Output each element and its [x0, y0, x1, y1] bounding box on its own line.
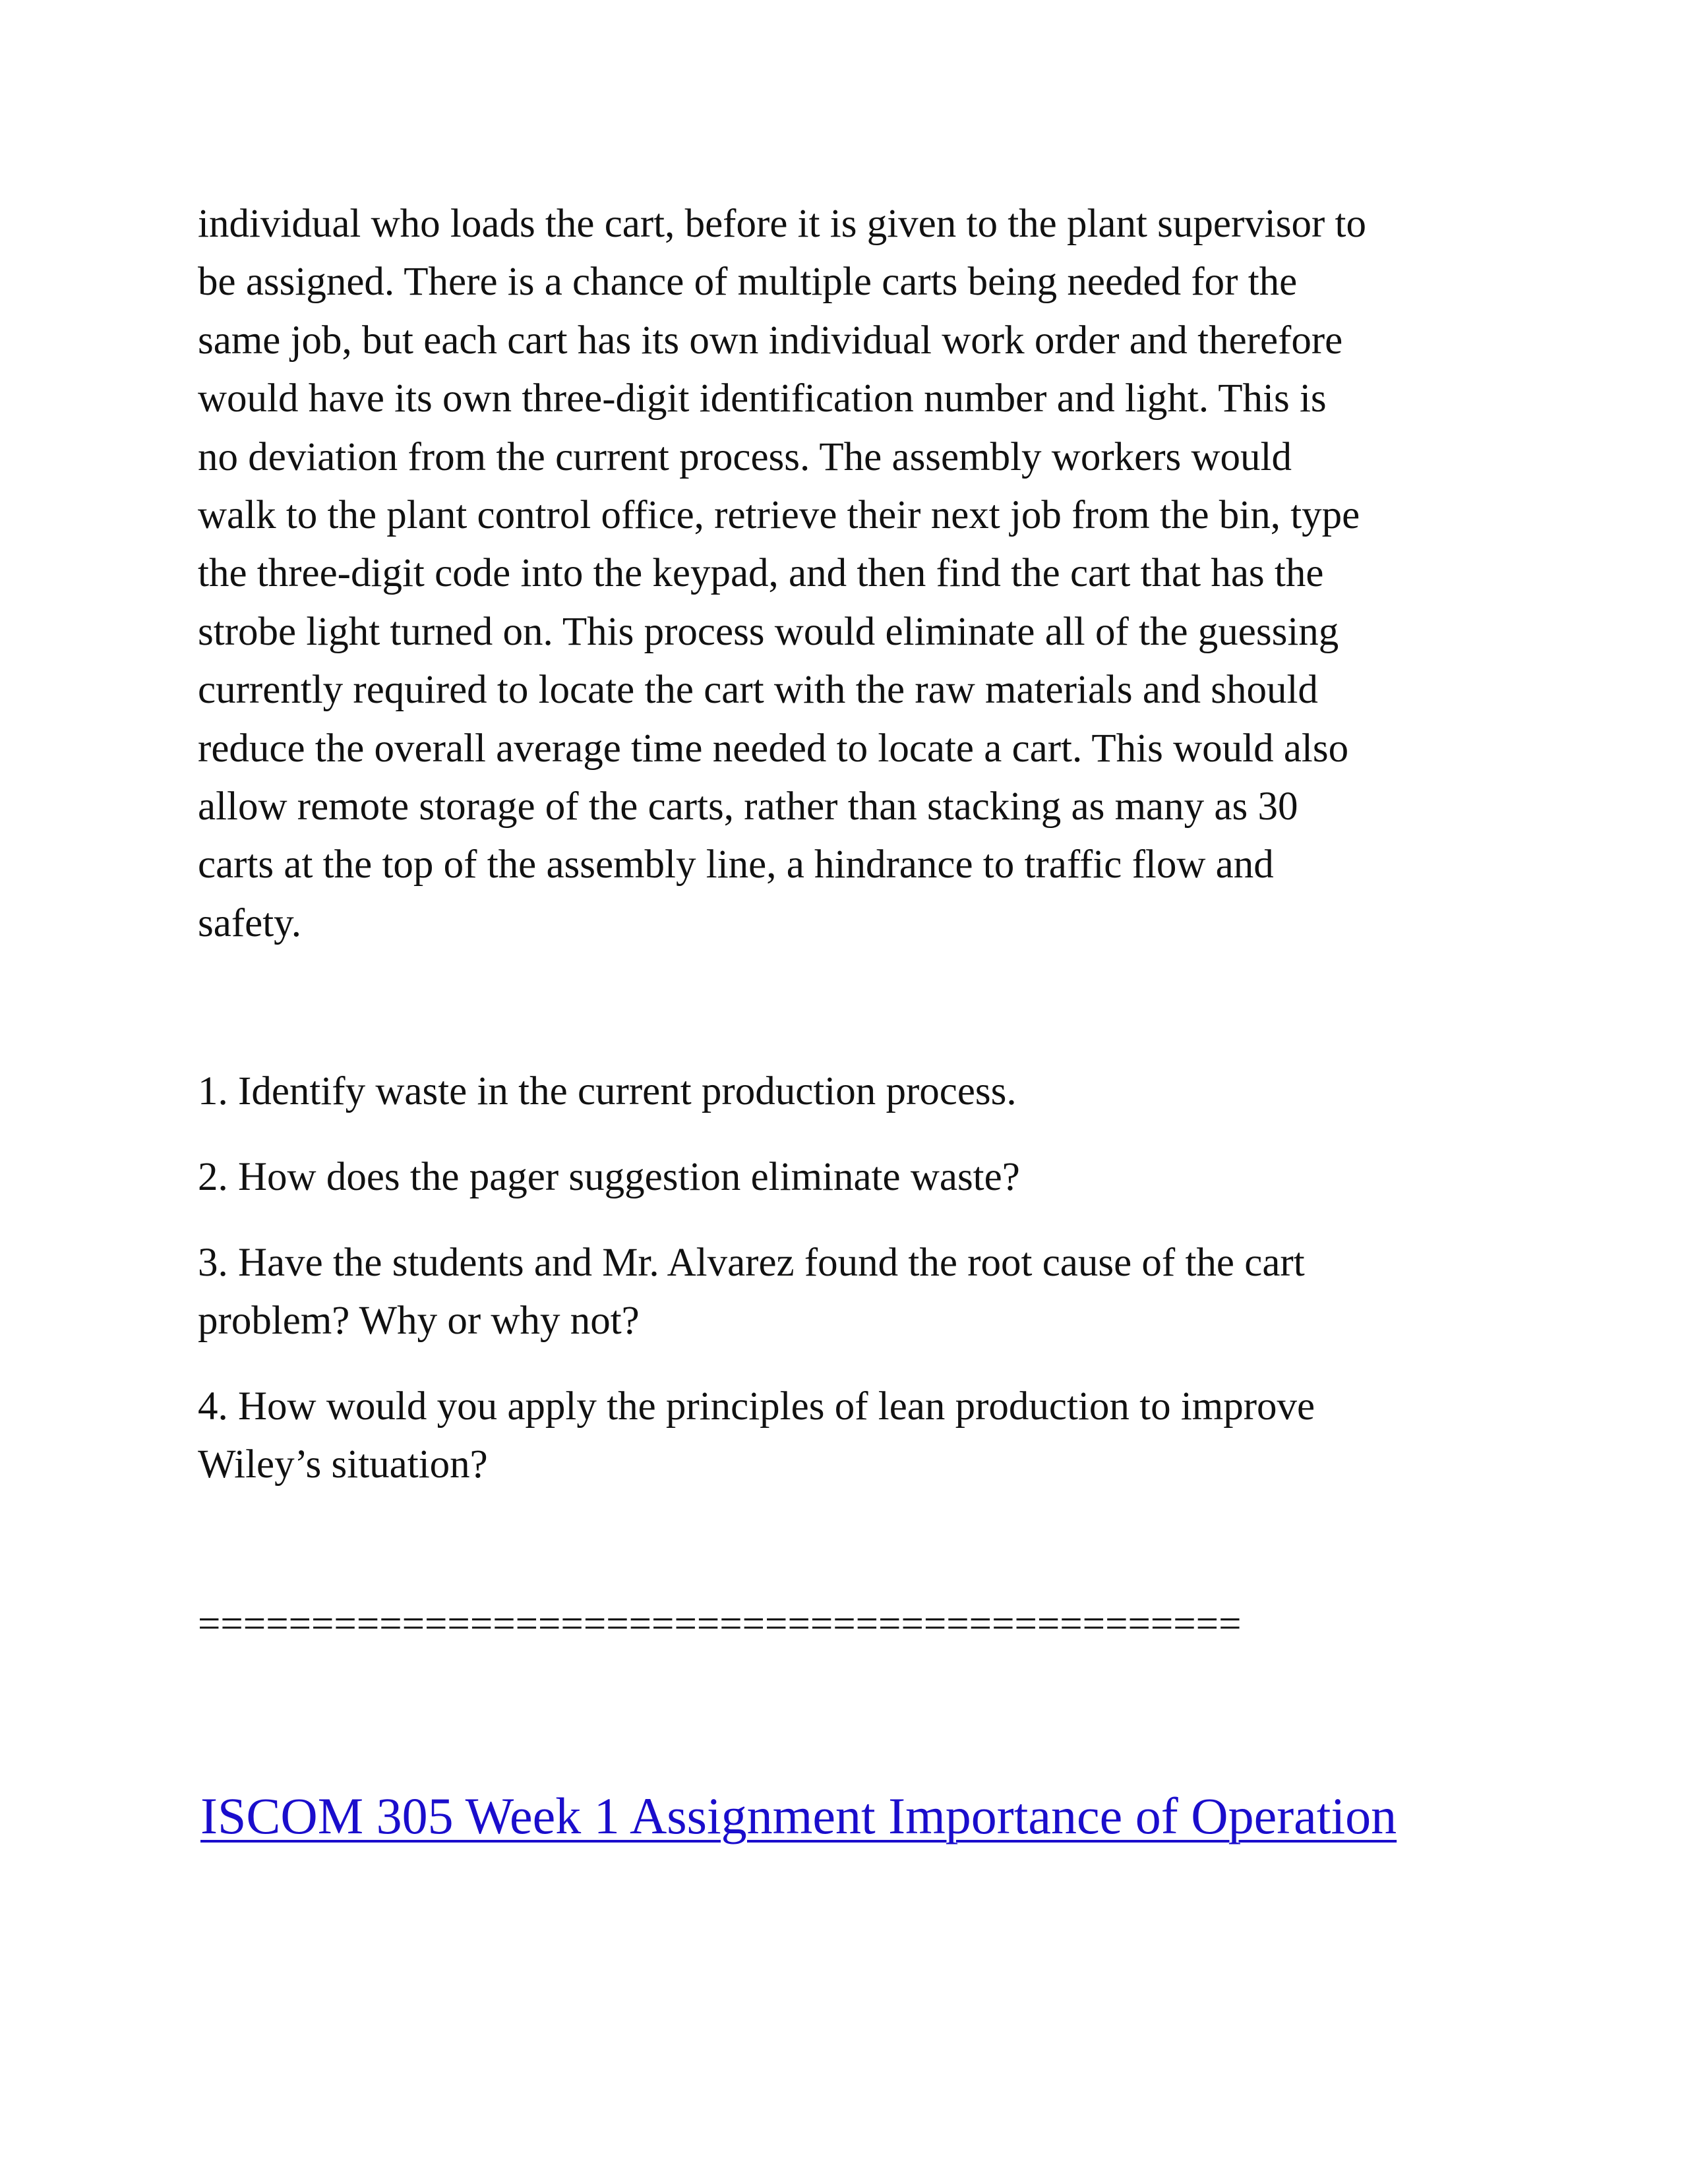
- body-paragraph: [198, 195, 1490, 953]
- assignment-link[interactable]: ISCOM 305 Week 1 Assignment Importance of Operation: [200, 1787, 1397, 1845]
- question-line: 2. How does the pager suggestion eliminate waste?: [198, 1155, 1020, 1199]
- question-4: [198, 1378, 1490, 1494]
- paragraph-line: same job, but each cart has its own individual work order and therefore: [198, 318, 1343, 363]
- paragraph-line: reduce the overall average time needed to locate a cart. This would also: [198, 726, 1349, 771]
- paragraph-line: would have its own three-digit identification number and light. This is: [198, 376, 1327, 421]
- question-list: [198, 1063, 1490, 1521]
- separator-line: ==============================================: [198, 1602, 1242, 1646]
- paragraph-line: walk to the plant control office, retrieve their next job from the bin, type: [198, 493, 1360, 538]
- question-line: 1. Identify waste in the current production process.: [198, 1069, 1017, 1113]
- paragraph-line: allow remote storage of the carts, rather than stacking as many as 30: [198, 784, 1298, 829]
- question-line: 4. How would you apply the principles of lean production to improve: [198, 1384, 1315, 1429]
- question-3: [198, 1234, 1490, 1350]
- question-1: [198, 1063, 1490, 1121]
- paragraph-line: strobe light turned on. This process would eliminate all of the guessing: [198, 609, 1339, 654]
- question-line: Wiley’s situation?: [198, 1442, 488, 1487]
- paragraph-line: be assigned. There is a chance of multiple carts being needed for the: [198, 260, 1298, 305]
- question-line: problem? Why or why not?: [198, 1299, 640, 1343]
- paragraph-line: carts at the top of the assembly line, a hindrance to traffic flow and: [198, 842, 1274, 887]
- paragraph-line: safety.: [198, 900, 301, 945]
- question-2: [198, 1148, 1490, 1206]
- paragraph-line: the three-digit code into the keypad, and then find the cart that has the: [198, 551, 1324, 596]
- paragraph-line: individual who loads the cart, before it is given to the plant supervisor to: [198, 202, 1367, 246]
- paragraph-line: no deviation from the current process. The assembly workers would: [198, 434, 1292, 479]
- question-line: 3. Have the students and Mr. Alvarez found the root cause of the cart: [198, 1241, 1305, 1285]
- paragraph-line: currently required to locate the cart with the raw materials and should: [198, 668, 1318, 713]
